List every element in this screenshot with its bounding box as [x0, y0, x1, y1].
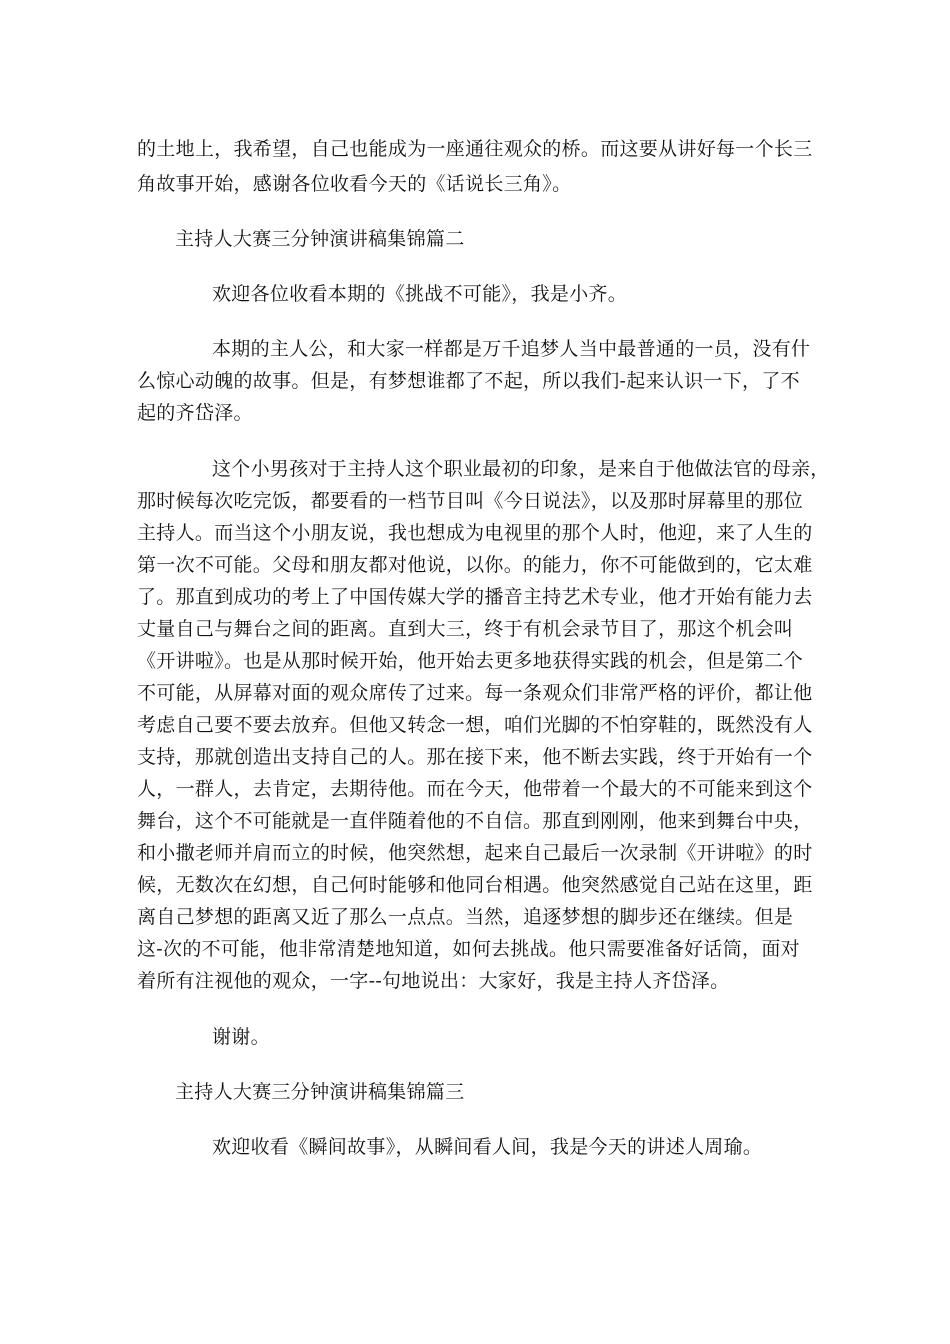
- paragraph-line: 不可能，从屏幕对面的观众席传了过来。每一条观众们非常严格的评价，都让他: [137, 682, 813, 704]
- paragraph-line: 舞台，这个不可能就是一直伴随着他的不自信。那直到刚刚，他来到舞台中央，: [137, 810, 813, 832]
- paragraph-line: 欢迎收看《瞬间故事》，从瞬间看人间，我是今天的讲述人周瑜。: [212, 1136, 763, 1158]
- paragraph-line: 主持人。而当这个小朋友说，我也想成为电视里的那个人时，他迎，来了人生的: [137, 522, 813, 544]
- paragraph-line: 着所有注视他的观众，一字--句地说出：大家好，我是主持人齐岱泽。: [137, 970, 730, 992]
- paragraph-line: 谢谢。: [212, 1026, 270, 1048]
- paragraph-line: 么惊心动魄的故事。但是，有梦想谁都了不起，所以我们-起来认识一下，了不: [137, 370, 800, 392]
- paragraph-line: 丈量自己与舞台之间的距离。直到大三，终于有机会录节目了，那这个机会叫: [137, 618, 794, 640]
- section-heading: 主持人大赛三分钟演讲稿集锦篇三: [175, 1081, 465, 1103]
- paragraph-line: 支持，那就创造出支持自己的人。那在接下来，他不断去实践，终于开始有一个: [137, 746, 813, 768]
- paragraph-line: 那时候每次吃完饭，都要看的一档节目叫《今日说法》，以及那时屏幕里的那位: [137, 490, 804, 512]
- paragraph-line: 起的齐岱泽。: [137, 402, 253, 424]
- paragraph-line: 《开讲啦》。也是从那时候开始，他开始去更多地获得实践的机会，但是第二个: [137, 650, 804, 672]
- paragraph-line: 欢迎各位收看本期的《挑战不可能》，我是小齐。: [212, 283, 628, 305]
- paragraph-line: 本期的主人公，和大家一样都是万千追梦人当中最普通的一员，没有什: [212, 338, 811, 360]
- paragraph-line: 了。那直到成功的考上了中国传媒大学的播音主持艺术专业，他才开始有能力去: [137, 586, 813, 608]
- paragraph-line: 的土地上，我希望，自己也能成为一座通往观众的桥。而这要从讲好每一个长三: [137, 138, 813, 160]
- paragraph-line: 和小撒老师并肩而立的时候，他突然想，起来自己最后一次录制《开讲啦》的时: [137, 842, 813, 864]
- section-heading: 主持人大赛三分钟演讲稿集锦篇二: [175, 228, 465, 250]
- paragraph-line: 考虑自己要不要去放弃。但他又转念一想，咱们光脚的不怕穿鞋的，既然没有人: [137, 714, 813, 736]
- paragraph-line: 候，无数次在幻想，自己何时能够和他同台相遇。他突然感觉自己站在这里，距: [137, 874, 813, 896]
- paragraph-line: 这-次的不可能，他非常清楚地知道，如何去挑战。他只需要准备好话筒，面对: [137, 938, 800, 960]
- paragraph-line: 角故事开始，感谢各位收看今天的《话说长三角》。: [137, 173, 572, 195]
- paragraph-line: 这个小男孩对于主持人这个职业最初的印象，是来自于他做法官的母亲，: [212, 458, 830, 480]
- paragraph-line: 人，一群人，去肯定，去期待他。而在今天，他带着一个最大的不可能来到这个: [137, 778, 813, 800]
- paragraph-line: 离自己梦想的距离又近了那么一点点。当然，追逐梦想的脚步还在继续。但是: [137, 906, 794, 928]
- paragraph-line: 第一次不可能。父母和朋友都对他说，以你。的能力，你不可能做到的，它太难: [137, 554, 813, 576]
